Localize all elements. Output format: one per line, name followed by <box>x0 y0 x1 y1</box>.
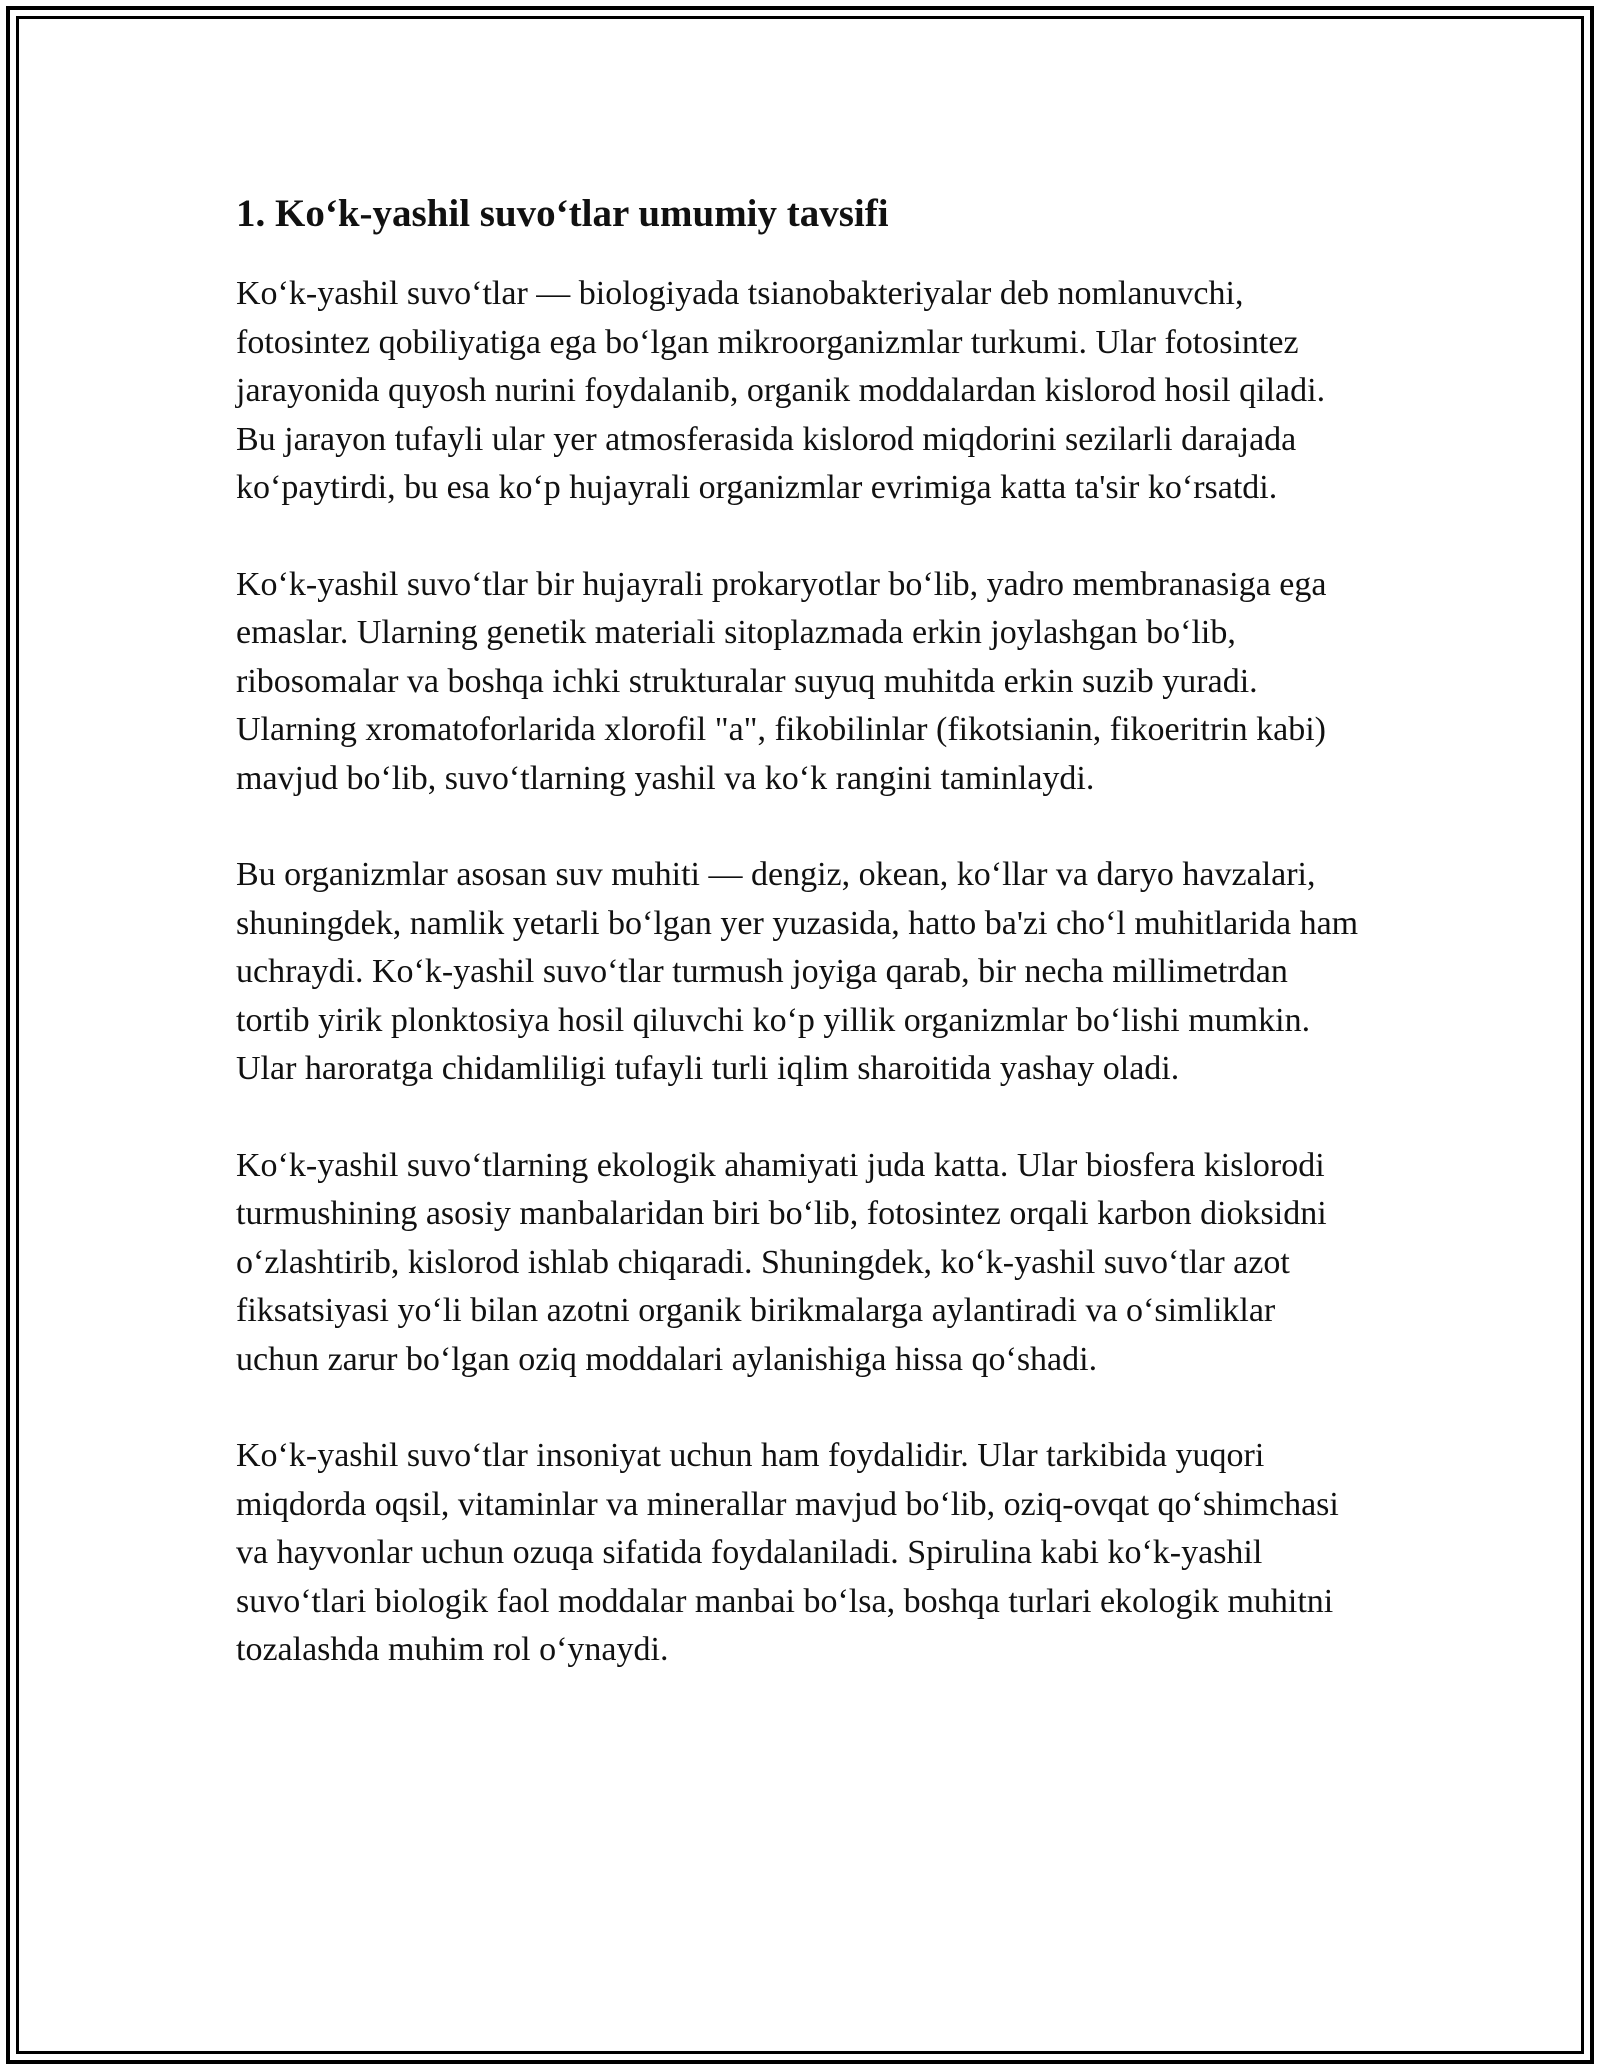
paragraph-2: Ko‘k-yashil suvo‘tlar bir hujayrali prokaryotlar bo‘lib, yadro membranasiga ega emaslar. Ularning genetik materiali sitoplazmada erkin joylashgan bo‘lib, ribosomalar va boshqa ichki strukturalar suyuq muhitda erkin suzib yuradi. Ularning xromatoforlarida xlorofil "a", fikobilinlar (fikotsianin, fikoeritrin kabi) mavjud bo‘lib, suvo‘tlarning yashil va ko‘k rangini taminlaydi. <box>236 565 1327 797</box>
paragraph-1: Ko‘k-yashil suvo‘tlar — biologiyada tsianobakteriyalar deb nomlanuvchi, fotosintez qobiliyatiga ega bo‘lgan mikroorganizmlar turkumi. Ular fotosintez jarayonida quyosh nurini foydalanib, organik moddalardan kislorod hosil qiladi. Bu jarayon tufayli ular yer atmosferasida kislorod miqdorini sezilarli darajada ko‘paytirdi, bu esa ko‘p hujayrali organizmlar evrimiga katta ta'sir ko‘rsatdi. <box>236 275 1326 506</box>
paragraph-5: Ko‘k-yashil suvo‘tlar insoniyat uchun ham foydalidir. Ular tarkibida yuqori miqdorda oqsil, vitaminlar va minerallar mavjud bo‘lib, oziq-ovqat qo‘shimchasi va hayvonlar uchun ozuqa sifatida foydalaniladi. Spirulina kabi ko‘k-yashil suvo‘tlari biologik faol moddalar manbai bo‘lsa, boshqa turlari ekologik muhitni tozalashda muhim rol o‘ynaydi. <box>236 1437 1339 1668</box>
section-heading: 1. Ko‘k-yashil suvo‘tlar umumiy tavsifi <box>236 192 889 235</box>
paragraph-3: Bu organizmlar asosan suv muhiti — dengiz, okean, ko‘llar va daryo havzalari, shuningdek, namlik yetarli bo‘lgan yer yuzasida, hatto ba'zi cho‘l muhitlarida ham uchraydi. Ko‘k-yashil suvo‘tlar turmush joyiga qarab, bir necha millimetrdan tortib yirik plonktosiya hosil qiluvchi ko‘p yillik organizmlar bo‘lishi mumkin. Ular haroratga chidamliligi tufayli turli iqlim sharoitida yashay oladi. <box>236 856 1359 1087</box>
document-body <box>236 188 1366 1723</box>
paragraph-4: Ko‘k-yashil suvo‘tlarning ekologik ahamiyati juda katta. Ular biosfera kislorodi turmushining asosiy manbalaridan biri bo‘lib, fotosintez orqali karbon dioksidni o‘zlashtirib, kislorod ishlab chiqaradi. Shuningdek, ko‘k-yashil suvo‘tlar azot fiksatsiyasi yo‘li bilan azotni organik birikmalarga aylantiradi va o‘simliklar uchun zarur bo‘lgan oziq moddalari aylanishiga hissa qo‘shadi. <box>236 1146 1327 1378</box>
